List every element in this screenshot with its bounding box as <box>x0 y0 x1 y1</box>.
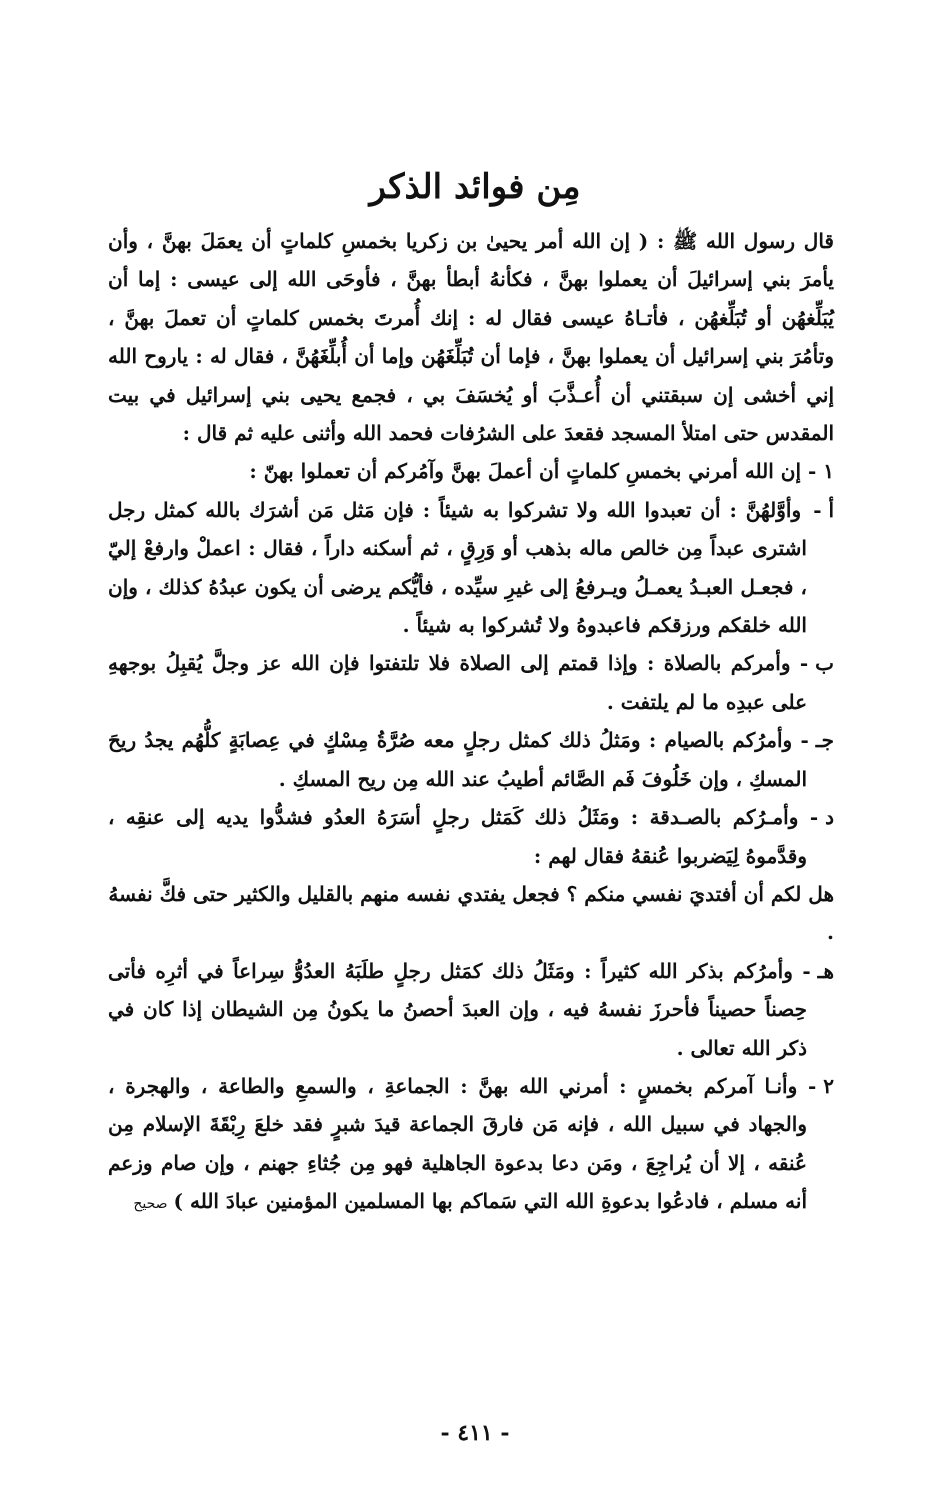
item-ha <box>108 952 834 1067</box>
item-label: جـ - <box>800 728 834 753</box>
item-jim <box>108 721 834 798</box>
item-alif <box>108 491 834 645</box>
quoted-speech: هل لكم أن أفتديَ نفسي منكم ؟ فجعل يفتدي نفسه منهم بالقليل والكثير حتى فكَّ نفسهُ . <box>108 881 834 945</box>
item-text: وأمـرُكم بالصـدقة : ومَثَلُ ذلك كَمَثل رجلٍ أسَرَهُ العدُو فشدُّوا يديه إلى عنقِه ، وقدَّموهُ لِيَضربوا عُنقهُ فقال لهم : <box>108 805 807 868</box>
item-text: وأمرُكم بالصيام : ومَثلُ ذلك كمثل رجلٍ معه صُرَّةُ مِسْكٍ في عِصابَةٍ كلُّهُم يجدُ ريحَ المسكِ ، وإن خَلُوفَ فَم الصَّائم أطيبُ عند الله مِن ريح المسكِ . <box>108 728 807 791</box>
item-text: وأمركم بالصلاة : وإذا قمتم إلى الصلاة فلا تلتفتوا فإن الله عز وجلَّ يُقبِلُ بوجههِ على عبدِه ما لم يلتفت . <box>108 651 807 714</box>
item-dal <box>108 798 834 875</box>
item-label: هـ - <box>802 958 835 983</box>
item-text: وأمرُكم بذكر الله كثيراً : ومَثَلُ ذلك كمَثل رجلٍ طلَبَهُ العدُوُّ سِراعاً في أثرِه فأتى حِصناً حصيناً فأحرزَ نفسهُ فيه ، وإن العبدَ أحصنُ ما يكونُ مِن الشيطان إذا كان في ذكر الله تعالى . <box>108 958 807 1060</box>
point-one-text: إن الله أمرني بخمسِ كلماتٍ أن أعملَ بهنَّ وآمُركم أن تعملوا بهنّ : <box>249 459 802 484</box>
item-ba <box>108 644 834 721</box>
item-label: د - <box>809 805 834 830</box>
point-one-label: ١ - <box>807 459 834 484</box>
item-text: وأوَّلهُنَّ : أن تعبدوا الله ولا تشركوا به شيئاً : فإن مَثل مَن أشرَك بالله كمثل رجل اشترى عبداً مِن خالص ماله بذهب أو وَرِقٍ ، ثم أسكنه داراً ، فقال : اعملْ وارفعْ إليّ ، فجعـل العبـدُ يعمـلُ ويـرفعُ إلى غيرِ سيِّده ، فأيُّكم يرضى أن يكون عبدُهُ كذلك ، وإن الله خلقكم ورزقكم فاعبدوهُ ولا تُشركوا به شيئاً . <box>108 497 807 638</box>
point-two-label: ٢ - <box>807 1073 834 1098</box>
intro-paragraph: قال رسول الله ﷺ : ( إن الله أمر يحيىٰ بن زكريا بخمسِ كلماتٍ أن يعمَلَ بهنَّ ، وأن يأمرَ بني إسرائيلَ أن يعملوا بهنَّ ، فكأنهُ أبطأ بهنَّ ، فأوحَى الله إلى عيسى : إما أن يُبَلِّغهُن أو تُبَلِّغهُن ، فأتـاهُ عيسى فقال له : إنك أُمرتَ بخمس كلماتٍ أن تعملَ بهنَّ ، وتأمُرَ بني إسرائيل أن يعملوا بهنَّ ، فإما أن تُبَلِّغَهُن وإما أن أُبلِّغَهُنَّ ، فقال له : ياروح الله إني أخشى إن سبقتني أن أُعـذَّبَ أو يُخسَفَ بي ، فجمع يحيى بني إسرائيل في بيت المقدس حتى امتلأ المسجد فقعدَ على الشرُفات فحمد الله وأثنى عليه ثم قال : <box>108 229 834 446</box>
point-one <box>108 452 834 490</box>
point-two-text: وأنـا آمركم بخمسٍ : أمرني الله بهنَّ : الجماعةِ ، والسمعِ والطاعة ، والهجرة ، والجهاد في سبيل الله ، فإنه مَن فارقَ الجماعة قيدَ شبرٍ فقد خلعَ رِبْقَةَ الإسلام مِن عُنقه ، إلا أن يُراجِعَ ، ومَن دعا بدعوة الجاهلية فهو مِن جُثاءِ جهنم ، وإن صام وزعم أنه مسلم ، فادعُوا بدعوةِ الله التي سَماكم بها المسلمين المؤمنين عبادَ الله ) <box>108 1073 807 1214</box>
page-title: مِن فوائد الذكر <box>369 167 581 207</box>
item-label: ب - <box>799 651 834 676</box>
item-label: أ - <box>813 497 835 522</box>
page-number: - ٤١١ - <box>440 1420 510 1446</box>
hadith-grade: صحيح <box>133 1196 168 1213</box>
point-two <box>108 1067 834 1224</box>
page-body <box>108 222 834 1224</box>
